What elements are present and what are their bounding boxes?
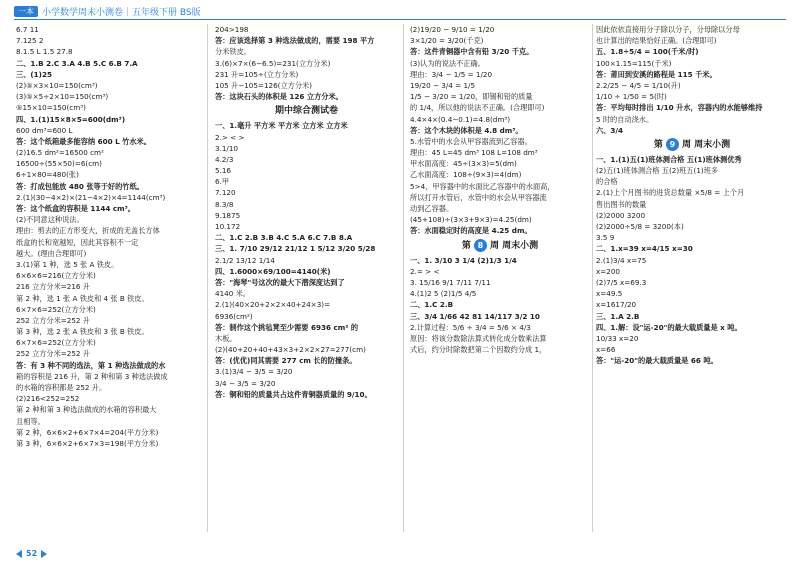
answer-line: 4.2/3 xyxy=(215,154,234,164)
answer-line: 一、1.毫升 平方米 平方米 立方米 立方米 xyxy=(215,121,348,131)
column-divider xyxy=(207,24,208,532)
answer-line: 1/5 − 3/20 = 1/20，即锡和铅的质量 xyxy=(410,92,533,102)
answer-line: 2.(1)3/4 x=75 xyxy=(596,255,647,265)
answer-line: 二、1.x=39 x=4/15 x=30 xyxy=(596,244,693,254)
answer-line: 答：打成包能放 480 张等于好的竹纸。 xyxy=(16,181,144,191)
answer-line: 答：这个木块的体积是 4.8 dm³。 xyxy=(410,125,523,135)
answer-line: 理由：3/4 − 1/5 = 1/20 xyxy=(410,69,493,79)
answer-line: 19/20 − 3/4 = 1/5 xyxy=(410,80,476,90)
answer-line: 7.125 2 xyxy=(16,36,44,46)
answer-line: 8.1.5 L 1.5 27.8 xyxy=(16,47,73,57)
answer-line: 6×7×6=252(立方分米) xyxy=(16,338,96,348)
answer-line: (2)⑤×3×10=150(cm³) xyxy=(16,80,98,90)
answer-line: 4.(1)2 5 (2)1/5 4/5 xyxy=(410,289,477,299)
answer-line: 一、1. 3/10 3 1/4 (2)1/3 1/4 xyxy=(410,255,517,265)
page-footer xyxy=(16,549,47,558)
answer-line: (2)(40+20+40+43×3+2×2×27=277(cm) xyxy=(215,345,366,355)
answer-line: 第 3 种，选 2 张 A 铁皮和 3 张 B 铁皮。 xyxy=(16,327,149,337)
answer-line: 答：平均每时排出 1/10 升水，容器内的水能够维持 xyxy=(596,103,763,113)
answer-line: (2)2000÷5/8 = 3200(本) xyxy=(596,222,684,231)
answer-line: 105 升−105=126(立方分米) xyxy=(215,80,313,90)
answer-line: (3)认为的说法不正确。 xyxy=(410,58,485,68)
answer-line: 6936(cm²) xyxy=(215,311,253,321)
answer-line: (2)7/5 x=69.3 xyxy=(596,277,647,287)
answer-line: 3. 15/16 9/1 7/11 7/11 xyxy=(410,277,491,287)
answer-line: (3)⑤×5÷2×10=150(cm³) xyxy=(16,92,109,102)
column-divider xyxy=(403,24,404,532)
answer-line: 因此依依直接用分子除以分子，分母除以分母 xyxy=(596,25,740,34)
answer-line: 答：水面稳定时的高度是 4.25 dm。 xyxy=(410,226,532,236)
answer-column-2 xyxy=(215,24,398,400)
answer-line: (2)2000 3200 xyxy=(596,210,646,220)
column-divider xyxy=(592,24,593,532)
answer-line: 3.1/10 xyxy=(215,143,238,153)
answer-line: 且相等。 xyxy=(16,416,45,426)
answer-line: 纸盒的长和宽越短，因此其容积不一定 xyxy=(16,237,139,247)
answer-line: (2)216<252=252 xyxy=(16,394,80,404)
page-number: 52 xyxy=(26,549,38,558)
answer-line: 木板。 xyxy=(215,333,237,343)
answer-line: 答：这块石头的体积是 126 立方分米。 xyxy=(215,92,343,102)
answer-line: 六、3/4 xyxy=(596,125,624,135)
answer-line: 四、1.(1)15×8×5=600(dm³) xyxy=(16,114,126,124)
answer-line: 售出图书的数量 xyxy=(596,199,647,209)
answer-line: 216 立方分米=216 升 xyxy=(16,282,90,292)
answer-line: 100×1.15=115(千米) xyxy=(596,58,672,68)
answer-line: x=49.5 xyxy=(596,289,623,299)
answer-line: 答：这个纸盒的容积是 1144 cm³。 xyxy=(16,204,135,213)
week-number-badge: 8 xyxy=(474,239,487,252)
answer-line: 答：铜和铅的质量共占这件青铜器质量的 9/10。 xyxy=(215,389,372,399)
answer-line: ⑤15×10=150(cm³) xyxy=(16,103,86,113)
answer-line: 3.(1)3/4 − 3/5 = 3/20 xyxy=(215,367,293,377)
answer-line: 答：有 3 种不同的选法，第 1 种选法做成的水 xyxy=(16,360,166,370)
answer-line: 4.4×4×(0.4−0.1)=4.8(dm³) xyxy=(410,114,511,124)
answer-line: 答："运-20"的最大载质量是 66 吨。 xyxy=(596,356,718,366)
week-number-badge: 9 xyxy=(666,138,679,151)
answer-line: 5 时的自动浇水。 xyxy=(596,114,654,124)
answer-line: 204>198 xyxy=(215,25,249,34)
answer-line: 答：这个纸箱最多能容纳 600 L 竹水米。 xyxy=(16,136,151,146)
answer-line: 4140 米。 xyxy=(215,289,250,299)
answer-line: 分米铁皮。 xyxy=(215,47,251,57)
answer-line: 2.(1)(40×20+2×2×40+24×3)= xyxy=(215,300,331,310)
answer-line: 四、1.解：设"运-20"的最大载质量是 x 吨。 xyxy=(596,322,742,332)
answer-line: 6×7×6=252(立方分米) xyxy=(16,304,96,314)
answer-line: 所以打开水管后，水管中的水会从甲容器流 xyxy=(410,192,547,202)
answer-line: 乙水面高度：108÷(9×3)=4(dm) xyxy=(410,170,522,180)
answer-line: 第 2 种，选 1 张 A 铁皮和 4 张 B 铁皮。 xyxy=(16,293,149,303)
answer-line: 答：应该选择第 3 种选法做成的，需要 198 平方 xyxy=(215,36,375,46)
answer-line: 理由：剪去的正方形变大，折成的无盖长方体 xyxy=(16,226,160,236)
page-header xyxy=(14,4,201,18)
next-arrow-icon xyxy=(41,550,47,558)
header-title: 小学数学周末小测卷｜五年级下册 BS版 xyxy=(42,7,201,18)
answer-line: 的合格 xyxy=(596,177,618,187)
answer-line: 也计算出的结果恰好正确。(合理即可) xyxy=(596,36,717,46)
answer-line: x=66 xyxy=(596,345,616,355)
answer-line: x=200 xyxy=(596,266,620,276)
answer-line: 6÷1×80=480(张) xyxy=(16,170,79,180)
answer-line: 7.120 xyxy=(215,188,236,198)
answer-line: 四、1.6000×69/100=4140(米) xyxy=(215,266,331,276)
answer-line: 五、1.8÷5/4 = 100(千米/时) xyxy=(596,47,699,57)
answer-line: 二、1.C 2.B 3.B 4.C 5.A 6.C 7.B 8.A xyxy=(215,233,353,243)
answer-line: 二、1.B 2.C 3.A 4.B 5.C 6.B 7.A xyxy=(16,58,138,68)
answer-line: 1/10 ÷ 1/50 = 5(时) xyxy=(596,92,667,102)
answer-line: 3×1/20 = 3/20(千克) xyxy=(410,36,484,46)
answer-line: 三、1.A 2.B xyxy=(596,311,640,321)
answer-line: 答：这件青铜器中含有铅 3/20 千克。 xyxy=(410,47,534,57)
answer-line: 理由：45 L=45 dm³ 108 L=108 dm³ xyxy=(410,148,538,158)
answer-line: 箱的容积是 216 升，第 2 种和第 3 种选法做成 xyxy=(16,371,168,381)
answer-line: 第 3 种，6×6×2+6×7×3=198(平方分米) xyxy=(16,438,159,448)
answer-line: 3.(6)×7×(6−6.5)=231(立方分米) xyxy=(215,58,331,68)
midterm-test-title: 期中综合测试卷 xyxy=(274,106,338,117)
answer-line: 答：莆田到安溪的路程是 115 千米。 xyxy=(596,69,717,79)
answer-line: 10.172 xyxy=(215,222,241,231)
answer-line: 3.(1)第 1 种，选 5 张 A 铁皮。 xyxy=(16,259,119,269)
answer-line: 三、(1)25 xyxy=(16,69,52,79)
answer-line: 答：(优优)同其需要 277 cm 长的防撞条。 xyxy=(215,356,357,366)
answer-line: 动到乙容器。 xyxy=(410,204,454,213)
answer-line: 三、1. 7/10 29/12 21/12 1 5/12 3/20 5/28 xyxy=(215,244,376,254)
answer-line: 231 升=105÷(立方分米) xyxy=(215,69,299,79)
answer-line: 的水箱的容积都是 252 升。 xyxy=(16,383,107,392)
answer-line: 8.3/8 xyxy=(215,199,234,209)
brand-logo: 一本 xyxy=(14,6,38,17)
answer-line: 第 2 种，6×6×2+6×7×4=204(平方分米) xyxy=(16,427,159,437)
answer-line: 2.1/2 13/12 1/14 xyxy=(215,255,275,265)
answer-line: (2)不同意这种说法。 xyxy=(16,215,84,225)
answer-line: 9.1875 xyxy=(215,210,241,220)
answer-line: 式后，约分时除数把第二个因数约分成 1， xyxy=(410,345,547,355)
answer-line: 3/4 − 3/5 = 3/20 xyxy=(215,378,276,388)
answer-line: 2.2/25 − 4/5 = 1/10(升) xyxy=(596,80,681,90)
answer-line: 5.16 xyxy=(215,166,232,176)
answer-line: 600 dm³=600 L xyxy=(16,125,73,135)
answer-line: 252 立方分米=252 升 xyxy=(16,315,90,325)
answer-line: 2.= > < xyxy=(410,266,440,276)
answer-line: 6.7 11 xyxy=(16,25,39,34)
answer-line: 3.5 9 xyxy=(596,233,615,243)
answer-line: 答：制作这个挑毡凳至少需要 6936 cm² 的 xyxy=(215,322,359,332)
answer-line: 2.(1)(30−4×2)×(21−4×2)×4=1144(cm³) xyxy=(16,192,166,202)
answer-line: 5>4，甲容器中的水面比乙容器中的水面高， xyxy=(410,181,555,191)
answer-line: 252 立方分米=252 升 xyxy=(16,349,90,359)
answer-column-3 xyxy=(410,24,590,355)
answer-line: 二、1.C 2.B xyxy=(410,300,454,310)
prev-arrow-icon xyxy=(16,550,22,558)
answer-line: 2.计算过程：5/6 ÷ 3/4 = 5/6 × 4/3 xyxy=(410,322,531,332)
header-rule xyxy=(14,19,786,20)
answer-line: 第 2 种和第 3 种选法做成的水箱的容积最大 xyxy=(16,405,157,415)
answer-line: x=1617/20 xyxy=(596,300,637,310)
answer-line: 5.水管中的水会从甲容器流到乙容器。 xyxy=(410,136,532,146)
answer-line: 6.甲 xyxy=(215,177,230,187)
week9-section-title: 第 9 周 周末小测 xyxy=(653,139,731,150)
answer-line: 2.(1)上个月图书的进货总数量 ×5/8 = 上个月 xyxy=(596,188,745,198)
answer-line: 原因：将该分数除法算式转化成分数乘法算 xyxy=(410,333,547,343)
answer-line: 的 1/4，所以他的说法不正确。(合理即可) xyxy=(410,103,545,113)
answer-line: (45+108)÷(3×3+9×3)=4.25(dm) xyxy=(410,215,532,225)
answer-column-4 xyxy=(596,24,788,366)
answer-line: 答："海琴"号这次的最大下潜深度达到了 xyxy=(215,277,345,287)
answer-column-1 xyxy=(16,24,201,449)
answer-line: 三、3/4 1/66 42 81 14/117 3/2 10 xyxy=(410,311,540,321)
answer-line: 6×6×6=216(立方分米) xyxy=(16,271,96,281)
week8-section-title: 第 8 周 周末小测 xyxy=(461,240,539,251)
answer-line: (2)五(1)班体测合格 五(2)班五(1)班多 xyxy=(596,166,719,176)
answer-line: 越大。(理由合理即可) xyxy=(16,248,87,258)
answer-line: 一、1.(1)五(1)班体测合格 五(1)班体测优秀 xyxy=(596,154,742,164)
answer-line: (2)16.5 dm²=16500 cm² xyxy=(16,148,104,158)
answer-line: 2.> < > xyxy=(215,132,245,142)
answer-line: 甲水面高度：45÷(3×3)=5(dm) xyxy=(410,159,517,169)
answer-line: (2)19/20 − 9/10 = 1/20 xyxy=(410,25,495,34)
answer-line: 16500÷(55×50)=6(cm) xyxy=(16,159,102,169)
answer-line: 10/33 x=20 xyxy=(596,333,639,343)
